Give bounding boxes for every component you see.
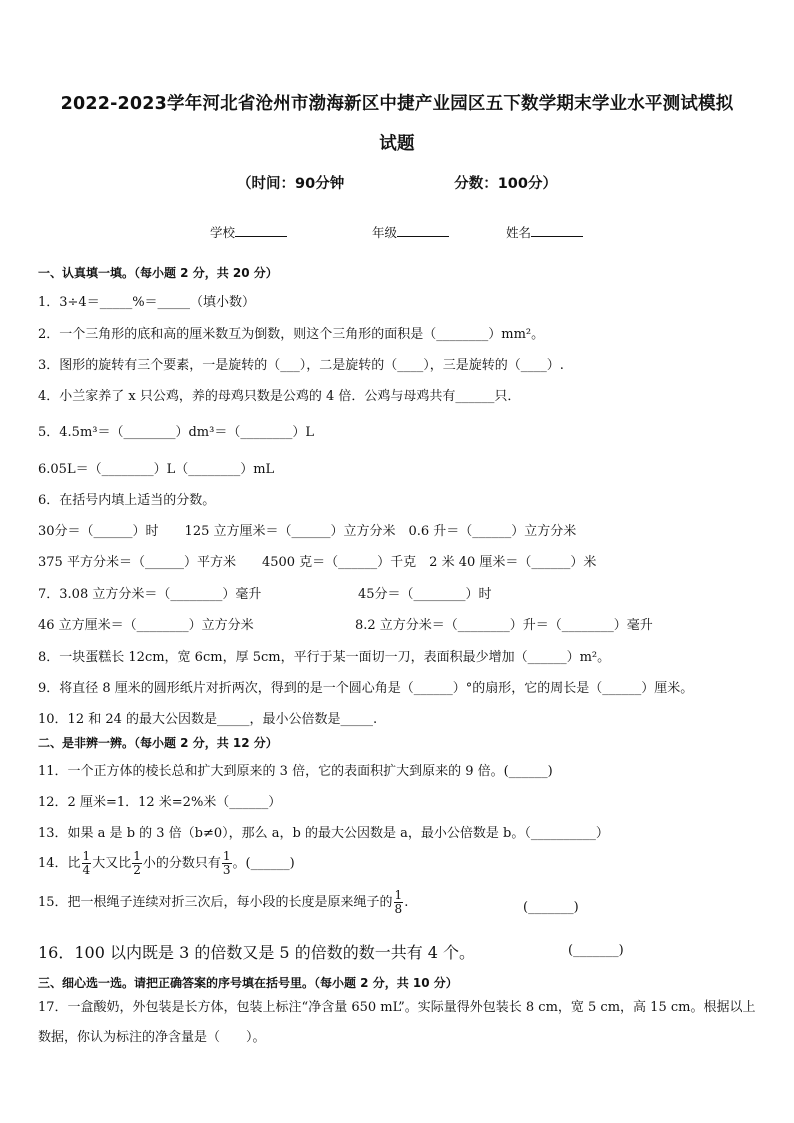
page-title-line1: 2022-2023学年河北省沧州市渤海新区中捷产业园区五下数学期末学业水平测试模拟 — [60, 94, 734, 114]
question-1: 1．3÷4＝_____%＝_____（填小数） — [38, 295, 256, 310]
q14-text-4: 。(______) — [232, 856, 295, 872]
question-14 — [38, 850, 295, 877]
question-7-row1-left: 7．3.08 立方分米＝（________）毫升 — [38, 587, 262, 602]
name-field[interactable] — [506, 223, 583, 241]
question-6-row2: 375 平方分米＝（______）平方米 4500 克＝（______）千克 2 米 40 厘米＝（______）米 — [38, 555, 597, 570]
exam-score: 分数：100分） — [454, 176, 557, 192]
question-6: 6．在括号内填上适当的分数。 — [38, 493, 216, 508]
school-label: 学校 — [210, 225, 236, 240]
question-2: 2．一个三角形的底和高的厘米数互为倒数，则这个三角形的面积是（________）mm²。 — [38, 327, 545, 342]
question-15 — [38, 889, 408, 916]
question-13: 13．如果 a 是 b 的 3 倍（b≠0），那么 a，b 的最大公因数是 a，最小公倍数是 b。（__________） — [38, 826, 609, 841]
q14-text-2: 大又比 — [92, 856, 132, 872]
q15-text: 15．把一根绳子连续对折三次后，每小段的长度是原来绳子的 — [38, 895, 393, 911]
fraction-one-third: $\frac{1}{3}$ — [222, 849, 231, 878]
question-10: 10．12 和 24 的最大公因数是_____，最小公倍数是_____. — [38, 712, 378, 727]
section-1-heading: 一、认真填一填。（每小题 2 分，共 20 分） — [38, 266, 278, 280]
question-7-row2-right: 8.2 立方分米＝（________）升＝（________）毫升 — [355, 618, 653, 633]
question-7-row2-left: 46 立方厘米＝（________）立方分米 — [38, 618, 254, 633]
question-16: 16．100 以内既是 3 的倍数又是 5 的倍数的数一共有 4 个。 — [38, 943, 476, 962]
section-3-heading: 三、细心选一选。请把正确答案的序号填在括号里。（每小题 2 分，共 10 分） — [38, 976, 458, 990]
question-9: 9．将直径 8 厘米的圆形纸片对折两次，得到的是一个圆心角是（______）°的扇形，它的周长是（______）厘米。 — [38, 681, 694, 696]
question-12: 12．2 厘米=1．12 米=2%米（______） — [38, 795, 282, 810]
grade-field[interactable] — [372, 223, 449, 241]
page-title-line2: 试题 — [379, 134, 415, 154]
exam-meta — [0, 172, 794, 193]
exam-time: （时间：90分钟 — [237, 176, 345, 192]
question-7-row1-right: 45分＝（________）时 — [358, 587, 492, 602]
grade-label: 年级 — [372, 225, 398, 240]
q15-period: . — [404, 895, 409, 911]
fraction-one-half: $\frac{1}{2}$ — [133, 849, 141, 878]
question-11: 11．一个正方体的棱长总和扩大到原来的 3 倍，它的表面积扩大到原来的 9 倍。(______) — [38, 764, 553, 779]
question-3: 3．图形的旋转有三个要素，一是旋转的（___），二是旋转的（____），三是旋转的（____）. — [38, 358, 564, 373]
question-8: 8．一块蛋糕长 12cm，宽 6cm，厚 5cm，平行于某一面切一刀，表面积最少增加（______）m²。 — [38, 650, 611, 665]
fraction-one-quarter: $\frac{1}{4}$ — [82, 849, 91, 878]
question-6-row1: 30分＝（______）时 125 立方厘米＝（______）立方分米 0.6 升＝（______）立方分米 — [38, 524, 577, 539]
question-5b: 6.05L＝（________）L（________）mL — [38, 462, 275, 477]
q14-text-1: 14．比 — [38, 856, 81, 872]
q14-text-3: 小的分数只有 — [142, 856, 221, 872]
question-17: 17．一盒酸奶，外包装是长方体，包装上标注“净含量 650 mL”。实际量得外包装长 8 cm，宽 5 cm，高 15 cm。根据以上数据，你认为标注的净含量是（ ）。 — [38, 1000, 756, 1045]
section-2-heading: 二、是非辨一辨。（每小题 2 分，共 12 分） — [38, 736, 278, 750]
question-5a: 5．4.5m³＝（________）dm³＝（________）L — [38, 425, 314, 440]
q15-answer-blank: (_______) — [523, 900, 579, 915]
question-4: 4．小兰家养了 x 只公鸡，养的母鸡只数是公鸡的 4 倍．公鸡与母鸡共有______只． — [38, 389, 521, 404]
name-label: 姓名 — [506, 225, 532, 240]
school-field[interactable] — [210, 223, 287, 241]
q16-answer-blank: (_______) — [568, 943, 624, 958]
fraction-one-eighth: $\frac{1}{8}$ — [394, 888, 403, 917]
